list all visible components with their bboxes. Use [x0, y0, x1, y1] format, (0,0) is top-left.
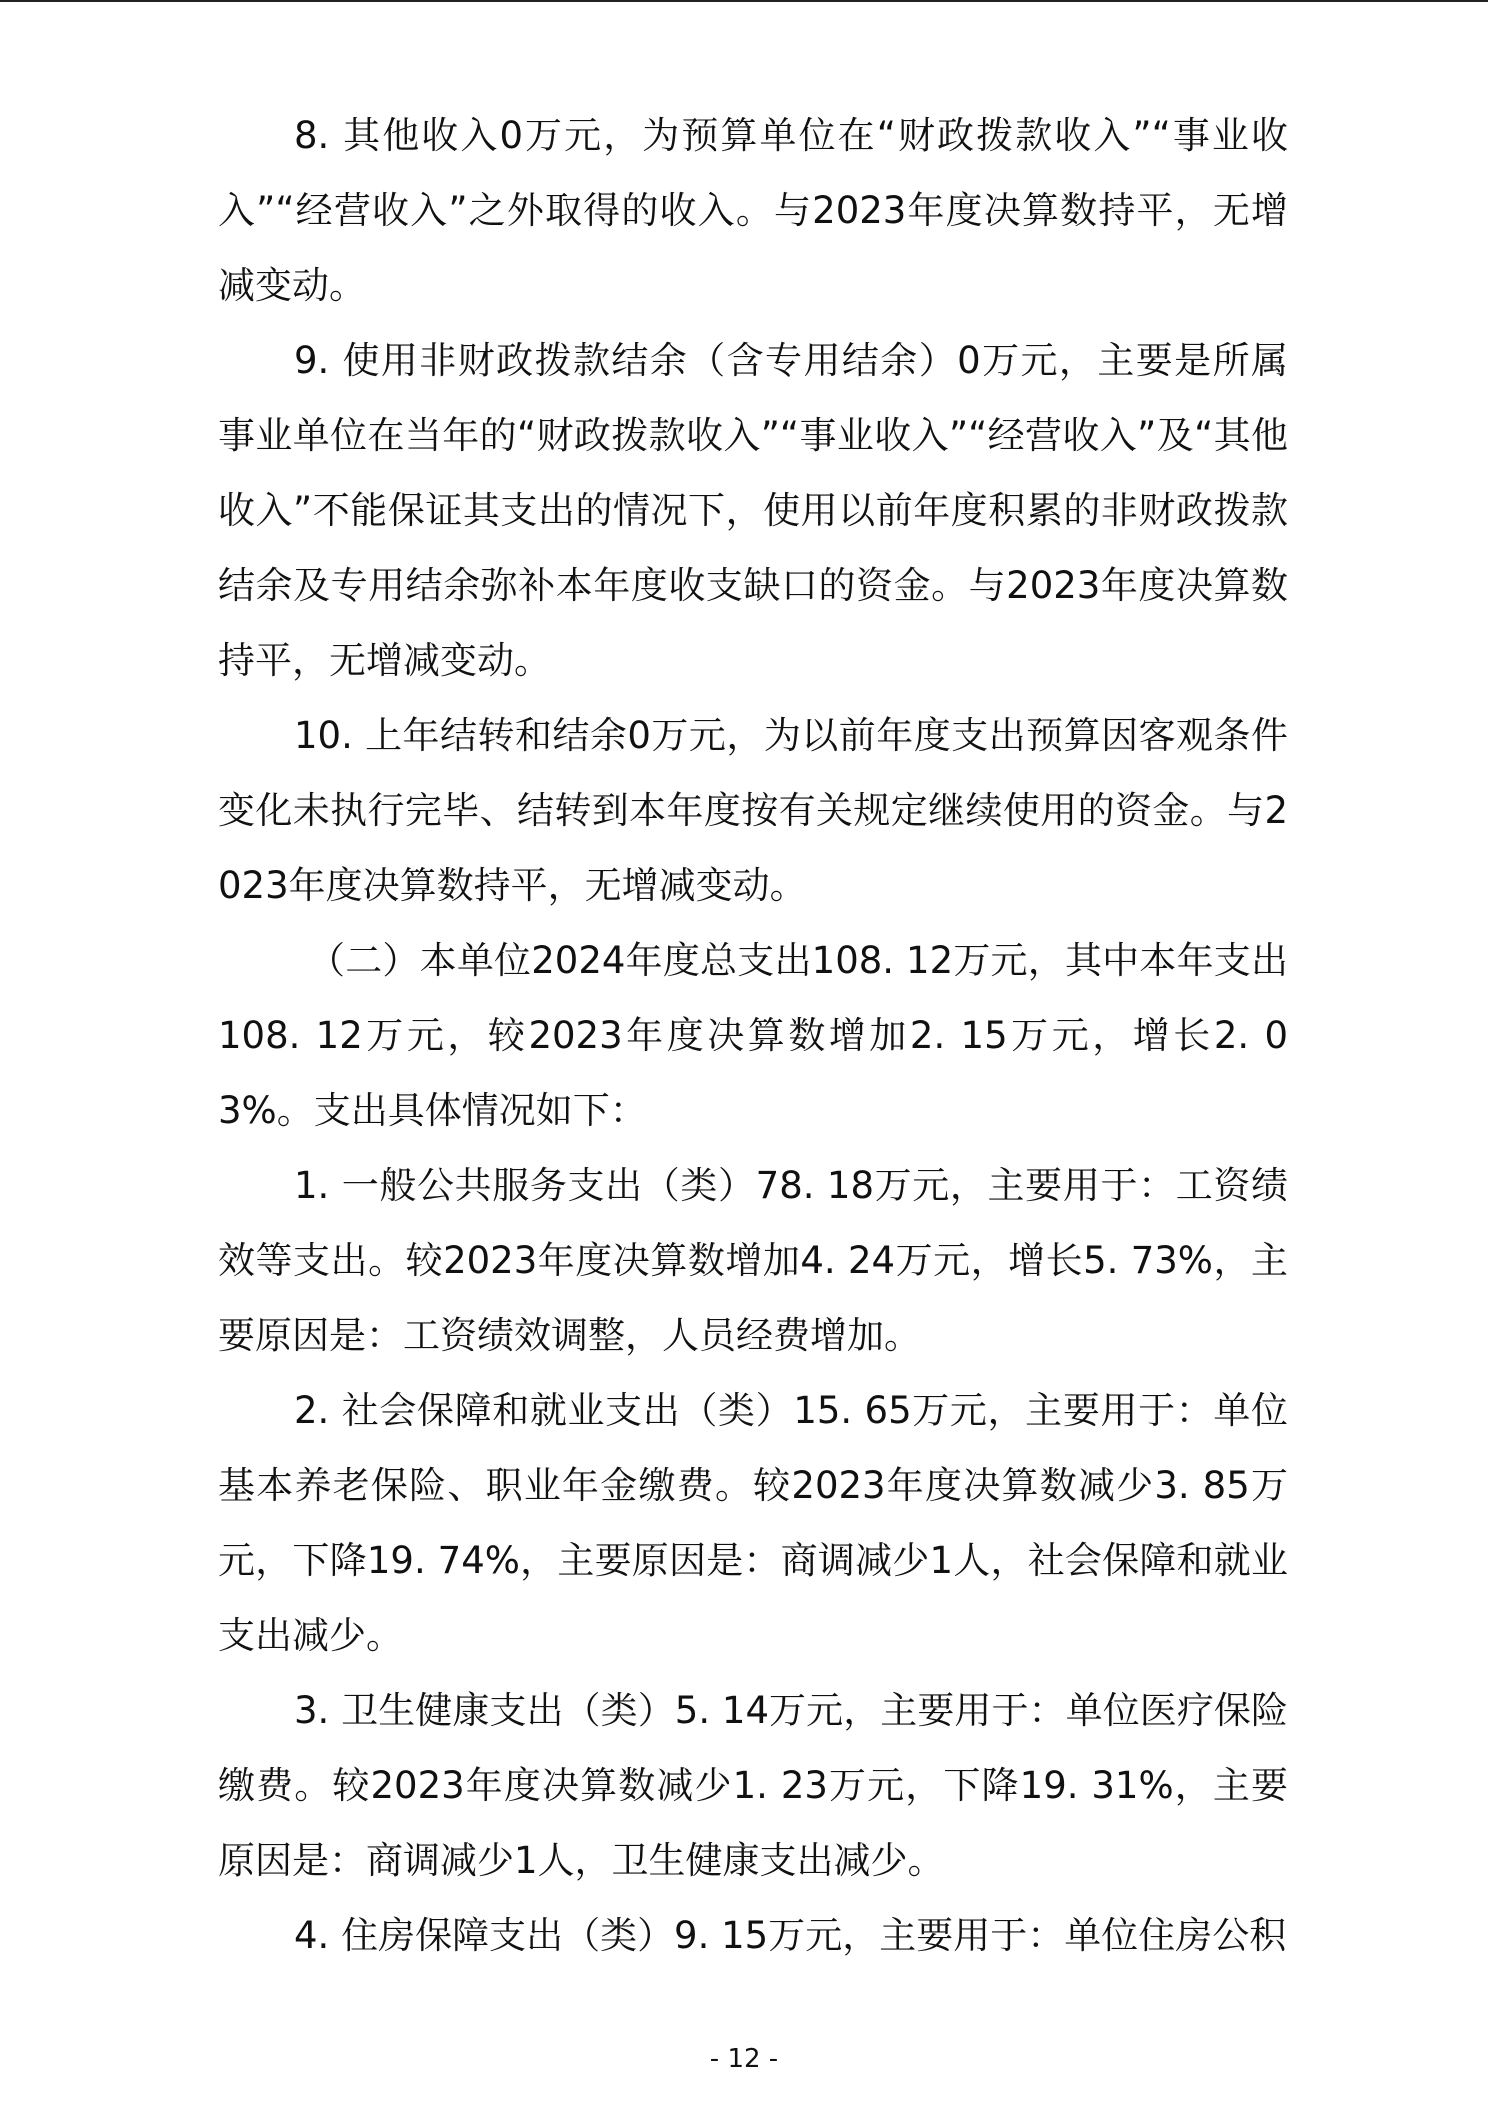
paragraph-health: 3. 卫生健康支出（类）5. 14万元，主要用于：单位医疗保险缴费。较2023年度决算数减少1. 23万元，下降19. 31%，主要原因是：商调减少1人，卫生健康支出减少。: [218, 1689, 1288, 1882]
paragraph-housing: 4. 住房保障支出（类）9. 15万元，主要用于：单位住房公积: [294, 1914, 1287, 1957]
paragraph-public-service: 1. 一般公共服务支出（类）78. 18万元，主要用于：工资绩效等支出。较2023年度决算数增加4. 24万元，增长5. 73%，主要原因是：工资绩效调整，人员经费增加。: [218, 1164, 1288, 1357]
paragraph-other-income: 8. 其他收入0万元，为预算单位在“财政拨款收入”“事业收入”“经营收入”之外取得的收入。与2023年度决算数持平，无增减变动。: [218, 114, 1288, 307]
paragraph-carryover: 10. 上年结转和结余0万元，为以前年度支出预算因客观条件变化未执行完毕、结转到本年度按有关规定继续使用的资金。与2023年度决算数持平，无增减变动。: [218, 714, 1288, 907]
top-border-line: [0, 0, 1488, 2]
paragraph-total-expenditure: （二）本单位2024年度总支出108. 12万元，其中本年支出108. 12万元，较2023年度决算数增加2. 15万元，增长2. 03%。支出具体情况如下：: [218, 939, 1288, 1132]
page-number: - 12 -: [709, 2044, 779, 2074]
paragraph-non-fiscal-balance: 9. 使用非财政拨款结余（含专用结余）0万元，主要是所属事业单位在当年的“财政拨款收入”“事业收入”“经营收入”及“其他收入”不能保证其支出的情况下，使用以前年度积累的非财政拨款结余及专用结余弥补本年度收支缺口的资金。与2023年度决算数持平，无增减变动。: [218, 339, 1288, 682]
document-body: [218, 98, 1288, 1973]
paragraph-social-security: 2. 社会保障和就业支出（类）15. 65万元，主要用于：单位基本养老保险、职业年金缴费。较2023年度决算数减少3. 85万元，下降19. 74%，主要原因是：商调减少1人，社会保障和就业支出减少。: [218, 1389, 1288, 1657]
